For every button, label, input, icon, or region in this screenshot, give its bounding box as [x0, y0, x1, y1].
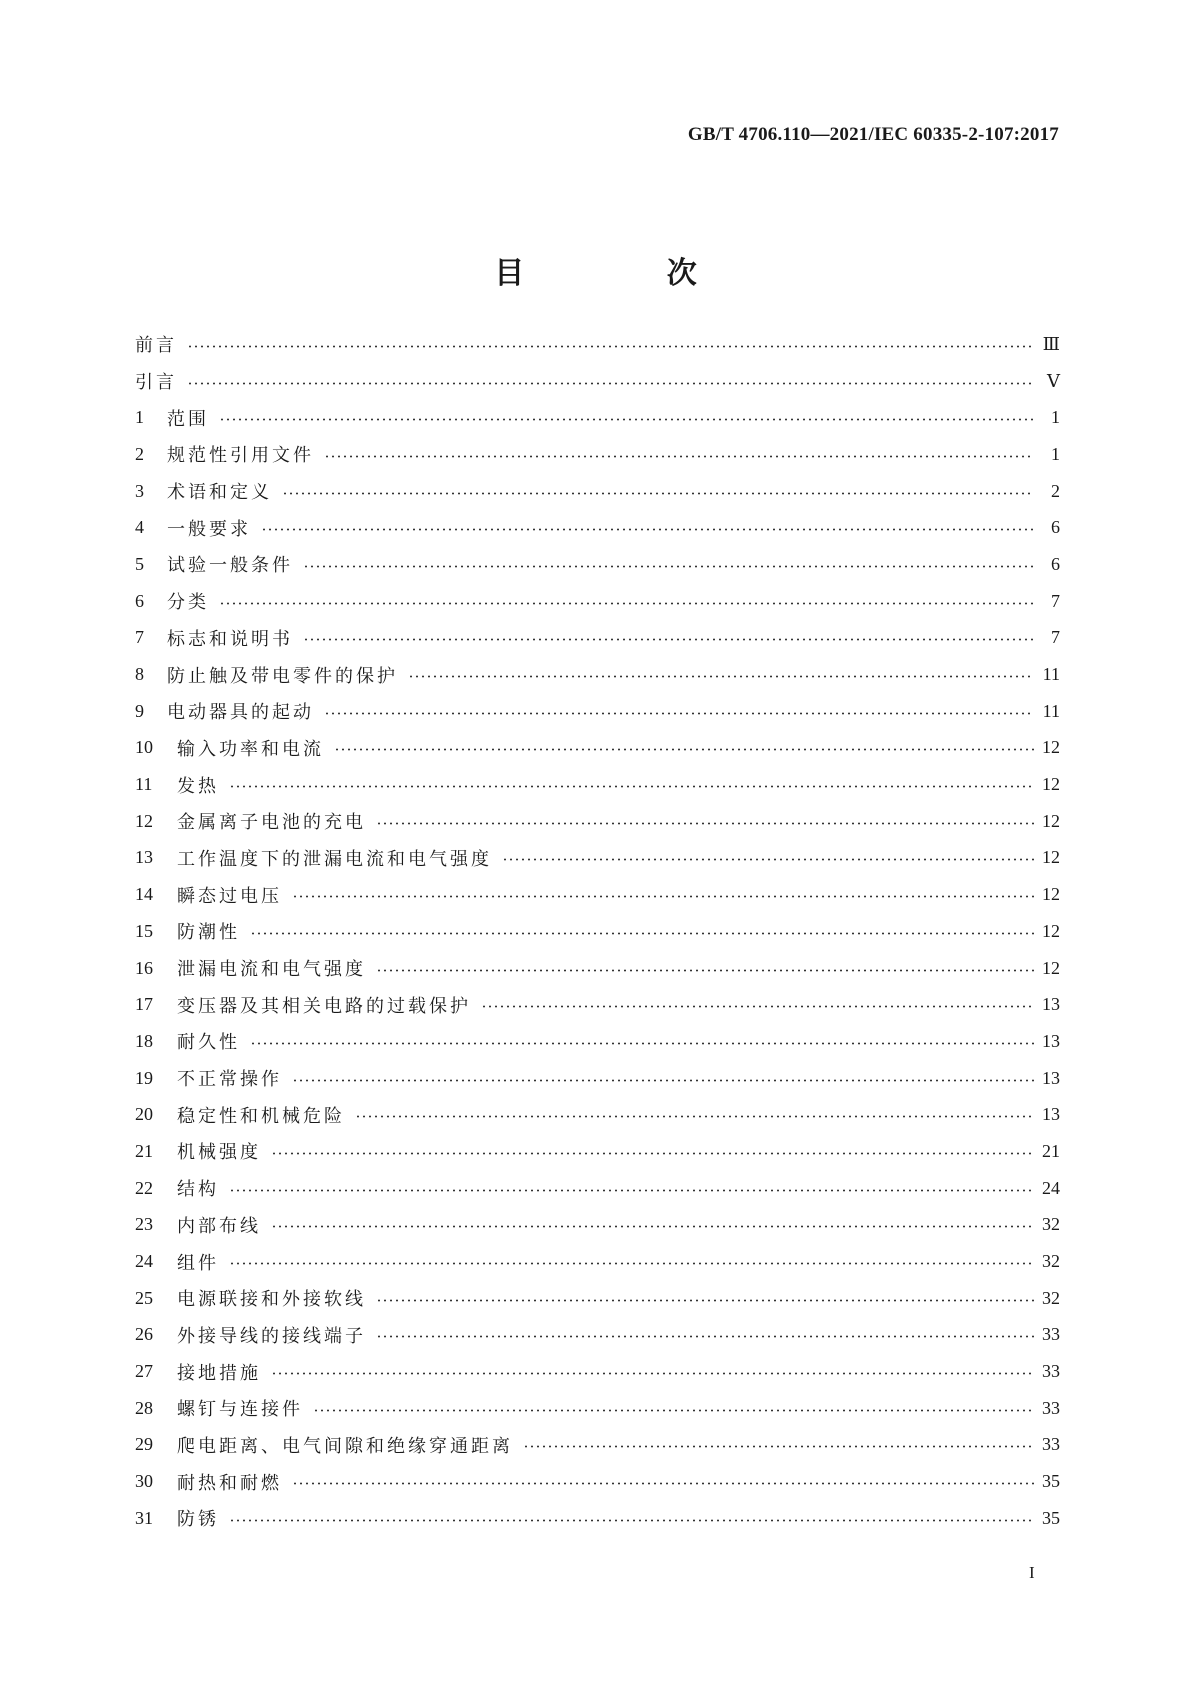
toc-entry-page: Ⅴ [1047, 370, 1060, 391]
standard-code: GB/T 4706.110—2021/IEC 60335-2-107:2017 [687, 124, 1059, 145]
toc-entry-label: 防锈 [177, 1509, 219, 1531]
toc-entry-label: 分类 [167, 592, 209, 614]
dot-leader [523, 1445, 1034, 1448]
toc-entry[interactable] [135, 840, 1060, 877]
toc-entry[interactable] [135, 950, 1060, 987]
toc-entry[interactable] [135, 1500, 1060, 1537]
toc-entry-number: 1 [135, 407, 144, 428]
toc-entry-page: 11 [1042, 700, 1060, 721]
toc-entry-label: 螺钉与连接件 [177, 1399, 303, 1421]
toc-entry-page: 13 [1042, 1067, 1060, 1088]
dot-leader [271, 1372, 1034, 1375]
toc-entry-label: 范围 [167, 408, 209, 430]
toc-entry-page: 13 [1042, 1104, 1060, 1125]
toc-entry-page: 33 [1042, 1434, 1060, 1455]
dot-leader [376, 1335, 1034, 1338]
toc-entry-number: 25 [135, 1287, 153, 1308]
toc-entry-label: 工作温度下的泄漏电流和电气强度 [177, 848, 492, 870]
toc-entry-label: 瞬态过电压 [177, 885, 282, 907]
dot-leader [250, 1042, 1034, 1045]
toc-entry-page: 32 [1042, 1251, 1060, 1272]
dot-leader [303, 565, 1034, 568]
dot-leader [282, 492, 1034, 495]
page-number: I [1029, 1563, 1035, 1582]
toc-entry[interactable] [135, 693, 1060, 730]
toc-entry-number: 19 [135, 1067, 153, 1088]
toc-entry-number: 26 [135, 1324, 153, 1345]
toc-entry-label: 引言 [135, 372, 177, 394]
toc-entry-label: 不正常操作 [177, 1069, 282, 1091]
toc-entry-label: 术语和定义 [167, 482, 272, 504]
toc-entry-number: 17 [135, 994, 153, 1015]
toc-entry-page: 13 [1042, 994, 1060, 1015]
toc-entry-page: 6 [1051, 517, 1060, 538]
dot-leader [292, 1079, 1034, 1082]
dot-leader [408, 675, 1034, 678]
dot-leader [250, 932, 1034, 935]
toc-entry-label: 输入功率和电流 [177, 738, 324, 760]
dot-leader [229, 785, 1034, 788]
toc-entry-page: 7 [1051, 627, 1060, 648]
toc-entry[interactable] [135, 1353, 1060, 1390]
toc-title: 目 次 [494, 256, 763, 292]
dot-leader [303, 638, 1034, 641]
toc-entry-page: 12 [1042, 810, 1060, 831]
toc-entry-page: 24 [1042, 1177, 1060, 1198]
dot-leader [502, 858, 1034, 861]
dot-leader [292, 895, 1034, 898]
dot-leader [229, 1519, 1034, 1522]
toc-entry-number: 7 [135, 627, 144, 648]
toc-entry[interactable] [135, 1023, 1060, 1060]
toc-entry[interactable] [135, 1096, 1060, 1133]
dot-leader [261, 528, 1034, 531]
toc-entry-number: 6 [135, 590, 144, 611]
toc-entry-page: 12 [1042, 920, 1060, 941]
dot-leader [324, 455, 1034, 458]
dot-leader [376, 1299, 1034, 1302]
dot-leader [481, 1005, 1034, 1008]
toc-entry[interactable] [135, 363, 1060, 400]
toc-entry-page: 12 [1042, 774, 1060, 795]
toc-entry-page: 6 [1051, 553, 1060, 574]
toc-entry-number: 31 [135, 1507, 153, 1528]
toc-entry-number: 28 [135, 1397, 153, 1418]
toc-entry-label: 爬电距离、电气间隙和绝缘穿通距离 [177, 1435, 513, 1457]
toc-entry[interactable] [135, 620, 1060, 657]
toc-entry-label: 标志和说明书 [167, 628, 293, 650]
toc-entry[interactable] [135, 1243, 1060, 1280]
toc-entry-number: 5 [135, 553, 144, 574]
toc-entry[interactable] [135, 766, 1060, 803]
toc-entry-number: 27 [135, 1361, 153, 1382]
toc-entry-label: 接地措施 [177, 1362, 261, 1384]
toc-entry-page: 33 [1042, 1361, 1060, 1382]
toc-entry-label: 结构 [177, 1179, 219, 1201]
toc-entry[interactable] [135, 436, 1060, 473]
toc-entry[interactable] [135, 986, 1060, 1023]
table-of-contents [135, 326, 1060, 1537]
toc-entry-page: 35 [1042, 1507, 1060, 1528]
toc-entry[interactable] [135, 1427, 1060, 1464]
dot-leader [271, 1152, 1034, 1155]
toc-entry-number: 3 [135, 480, 144, 501]
toc-entry-page: 2 [1051, 480, 1060, 501]
dot-leader [219, 602, 1034, 605]
toc-entry-label: 外接导线的接线端子 [177, 1325, 366, 1347]
dot-leader [219, 418, 1034, 421]
toc-entry-number: 4 [135, 517, 144, 538]
dot-leader [187, 382, 1034, 385]
toc-entry-label: 规范性引用文件 [167, 445, 314, 467]
toc-entry-number: 13 [135, 847, 153, 868]
toc-entry-page: 35 [1042, 1471, 1060, 1492]
toc-entry-label: 变压器及其相关电路的过载保护 [177, 995, 471, 1017]
toc-entry-page: 12 [1042, 847, 1060, 868]
dot-leader [334, 748, 1034, 751]
toc-entry-number: 15 [135, 920, 153, 941]
dot-leader [376, 969, 1034, 972]
toc-entry-label: 防潮性 [177, 922, 240, 944]
toc-entry-number: 29 [135, 1434, 153, 1455]
toc-entry-label: 金属离子电池的充电 [177, 812, 366, 834]
dot-leader [187, 345, 1034, 348]
toc-entry[interactable] [135, 1170, 1060, 1207]
dot-leader [292, 1482, 1034, 1485]
dot-leader [313, 1409, 1034, 1412]
toc-entry-number: 16 [135, 957, 153, 978]
toc-entry-label: 一般要求 [167, 518, 251, 540]
toc-entry[interactable] [135, 1133, 1060, 1170]
toc-entry-page: 21 [1042, 1140, 1060, 1161]
dot-leader [324, 712, 1034, 715]
toc-entry-page: 7 [1051, 590, 1060, 611]
toc-entry-page: 12 [1042, 737, 1060, 758]
toc-entry-page: 33 [1042, 1324, 1060, 1345]
toc-entry-number: 30 [135, 1471, 153, 1492]
toc-entry[interactable] [135, 1463, 1060, 1500]
dot-leader [271, 1225, 1034, 1228]
toc-entry-page: 33 [1042, 1397, 1060, 1418]
toc-entry[interactable] [135, 399, 1060, 436]
toc-entry[interactable] [135, 803, 1060, 840]
toc-entry-number: 21 [135, 1140, 153, 1161]
toc-entry-page: 1 [1051, 407, 1060, 428]
toc-entry[interactable] [135, 913, 1060, 950]
toc-entry-number: 2 [135, 443, 144, 464]
toc-entry[interactable] [135, 1060, 1060, 1097]
toc-entry[interactable] [135, 876, 1060, 913]
toc-entry-number: 20 [135, 1104, 153, 1125]
toc-entry-page: 32 [1042, 1214, 1060, 1235]
toc-entry-label: 电源联接和外接软线 [177, 1289, 366, 1311]
toc-entry-label: 组件 [177, 1252, 219, 1274]
toc-entry-label: 泄漏电流和电气强度 [177, 959, 366, 981]
toc-entry-label: 内部布线 [177, 1215, 261, 1237]
toc-entry-number: 18 [135, 1030, 153, 1051]
toc-entry-label: 耐久性 [177, 1032, 240, 1054]
toc-entry-label: 耐热和耐燃 [177, 1472, 282, 1494]
toc-entry[interactable] [135, 656, 1060, 693]
toc-entry-number: 11 [135, 774, 153, 795]
dot-leader [229, 1262, 1034, 1265]
toc-entry[interactable] [135, 583, 1060, 620]
toc-entry[interactable] [135, 326, 1060, 363]
toc-entry-number: 14 [135, 884, 153, 905]
toc-entry-label: 试验一般条件 [167, 555, 293, 577]
toc-entry-page: 1 [1051, 443, 1060, 464]
toc-entry[interactable] [135, 1280, 1060, 1317]
toc-entry[interactable] [135, 546, 1060, 583]
toc-entry-number: 22 [135, 1177, 153, 1198]
toc-entry[interactable] [135, 1317, 1060, 1354]
toc-entry-label: 发热 [177, 775, 219, 797]
toc-entry-label: 前言 [135, 335, 177, 357]
toc-entry-number: 10 [135, 737, 153, 758]
toc-entry-number: 23 [135, 1214, 153, 1235]
toc-entry-page: 11 [1042, 664, 1060, 685]
toc-entry-page: 32 [1042, 1287, 1060, 1308]
dot-leader [355, 1115, 1034, 1118]
dot-leader [376, 822, 1034, 825]
toc-entry-page: Ⅲ [1042, 333, 1060, 354]
toc-entry-page: 12 [1042, 957, 1060, 978]
toc-entry-page: 12 [1042, 884, 1060, 905]
toc-entry[interactable] [135, 473, 1060, 510]
toc-entry[interactable] [135, 730, 1060, 767]
toc-entry-number: 24 [135, 1251, 153, 1272]
toc-entry[interactable] [135, 1390, 1060, 1427]
toc-entry[interactable] [135, 509, 1060, 546]
toc-entry-page: 13 [1042, 1030, 1060, 1051]
toc-entry-label: 机械强度 [177, 1142, 261, 1164]
toc-entry-label: 电动器具的起动 [167, 702, 314, 724]
toc-entry-label: 稳定性和机械危险 [177, 1105, 345, 1127]
toc-entry-number: 9 [135, 700, 144, 721]
dot-leader [229, 1189, 1034, 1192]
toc-entry[interactable] [135, 1207, 1060, 1244]
toc-entry-label: 防止触及带电零件的保护 [167, 665, 398, 687]
toc-entry-number: 8 [135, 664, 144, 685]
toc-entry-number: 12 [135, 810, 153, 831]
